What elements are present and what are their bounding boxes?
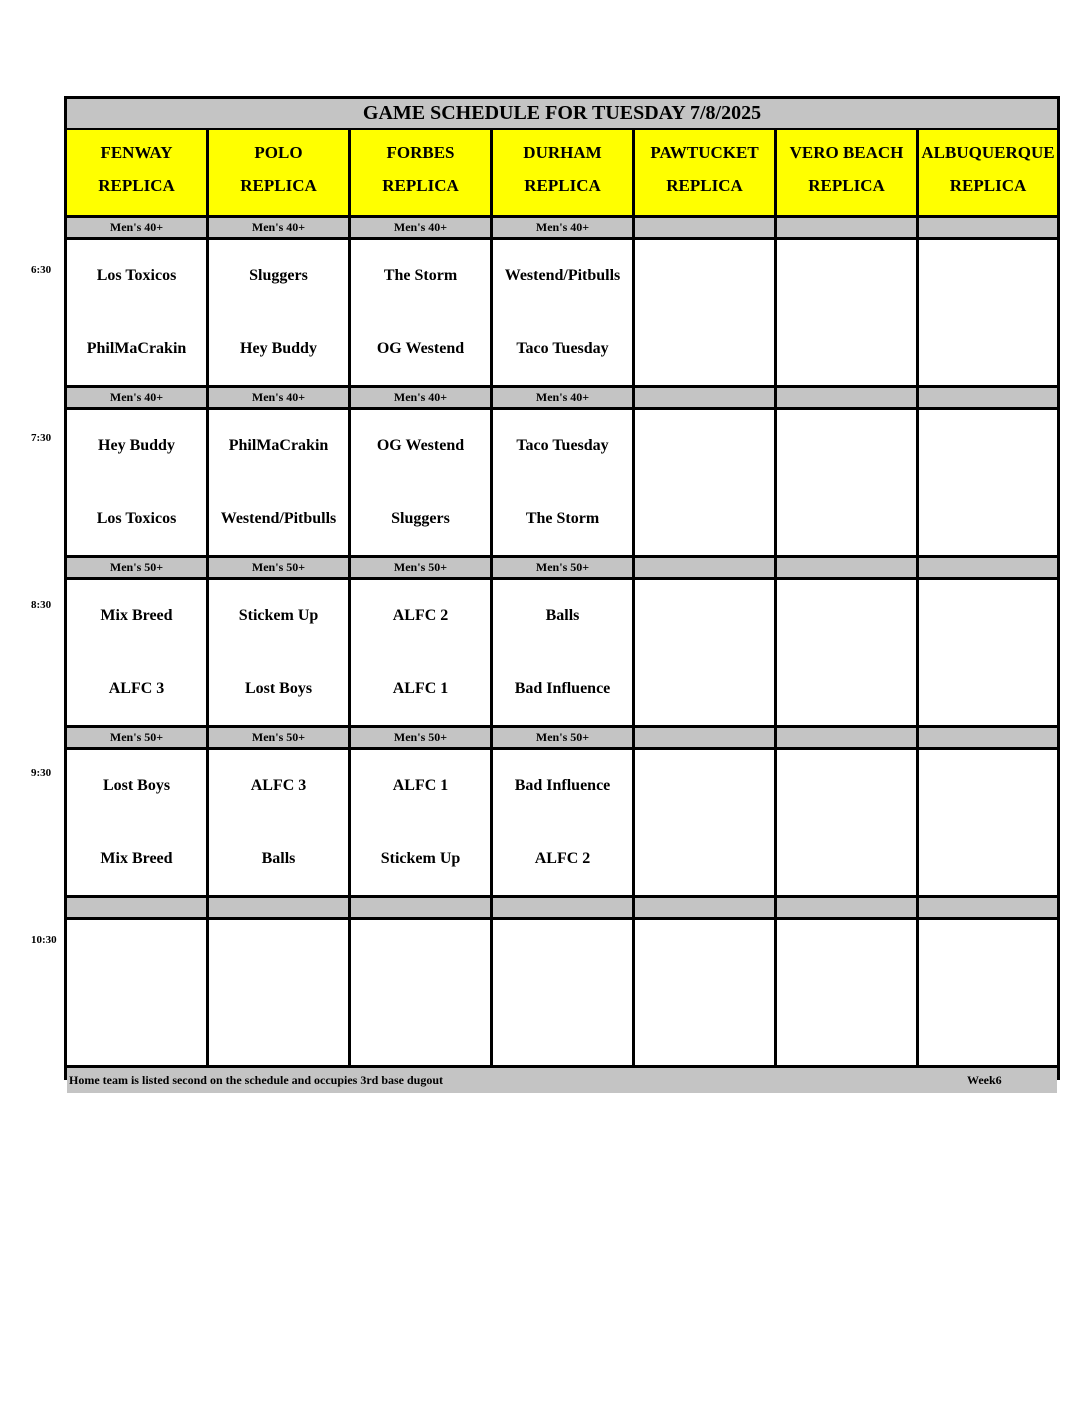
field-header-row xyxy=(67,130,1057,218)
division-label: Men's 50+ xyxy=(351,728,493,747)
game-cell xyxy=(209,920,351,1065)
home-team: Lost Boys xyxy=(244,680,313,697)
home-team: Hey Buddy xyxy=(240,340,317,357)
division-label xyxy=(919,388,1057,407)
game-cell xyxy=(67,410,209,555)
division-label xyxy=(67,898,209,917)
home-team: Mix Breed xyxy=(100,850,173,867)
game-cell xyxy=(919,580,1057,725)
away-team: Mix Breed xyxy=(100,607,173,624)
division-label xyxy=(919,728,1057,747)
field-subtitle: REPLICA xyxy=(382,176,459,195)
division-label: Men's 50+ xyxy=(351,558,493,577)
division-label: Men's 50+ xyxy=(67,728,209,747)
game-cell xyxy=(493,920,635,1065)
home-team: ALFC 3 xyxy=(108,680,165,697)
field-subtitle: REPLICA xyxy=(949,176,1027,195)
time-label-9-30: 9:30 xyxy=(31,767,52,779)
field-subtitle: REPLICA xyxy=(666,176,743,195)
game-cell xyxy=(351,580,493,725)
division-label xyxy=(209,898,351,917)
field-subtitle: REPLICA xyxy=(240,176,317,195)
schedule-title: GAME SCHEDULE FOR TUESDAY 7/8/2025 xyxy=(67,99,1057,130)
time-label-10-30: 10:30 xyxy=(31,934,57,946)
field-name: FORBES xyxy=(386,143,455,162)
division-label: Men's 40+ xyxy=(351,388,493,407)
game-cell xyxy=(635,920,777,1065)
game-cell xyxy=(635,410,777,555)
away-team: OG Westend xyxy=(376,437,465,454)
division-label xyxy=(635,898,777,917)
division-label xyxy=(777,388,919,407)
schedule-table xyxy=(64,96,1060,1087)
game-cell xyxy=(635,750,777,895)
game-row xyxy=(67,750,1057,898)
division-label xyxy=(919,558,1057,577)
division-label: Men's 50+ xyxy=(67,558,209,577)
home-team: ALFC 2 xyxy=(534,850,591,867)
away-team: Hey Buddy xyxy=(98,437,175,454)
away-team: The Storm xyxy=(383,267,458,284)
game-cell xyxy=(777,750,919,895)
game-row xyxy=(67,920,1057,1068)
time-label-7-30: 7:30 xyxy=(31,432,52,444)
game-cell xyxy=(67,750,209,895)
away-team: Lost Boys xyxy=(102,777,171,794)
game-cell xyxy=(493,410,635,555)
game-cell xyxy=(777,920,919,1065)
home-team: Balls xyxy=(261,850,296,867)
field-header xyxy=(209,130,351,215)
division-label xyxy=(635,728,777,747)
game-cell xyxy=(777,410,919,555)
home-team: Sluggers xyxy=(391,510,450,527)
division-label xyxy=(919,218,1057,237)
division-label: Men's 50+ xyxy=(209,728,351,747)
division-label xyxy=(493,898,635,917)
game-cell xyxy=(351,750,493,895)
week-label: Week6 xyxy=(967,1073,1002,1087)
footer-note: Home team is listed second on the schedule and occupies 3rd base dugout xyxy=(69,1073,444,1087)
division-row xyxy=(67,218,1057,240)
division-label: Men's 40+ xyxy=(67,218,209,237)
home-team: PhilMaCrakin xyxy=(86,340,187,357)
division-label: Men's 50+ xyxy=(493,558,635,577)
field-name: POLO xyxy=(254,143,303,162)
game-cell xyxy=(919,750,1057,895)
home-team: ALFC 1 xyxy=(392,680,449,697)
away-team: Westend/Pitbulls xyxy=(504,267,621,284)
field-name: VERO BEACH xyxy=(789,143,904,162)
field-header xyxy=(351,130,493,215)
game-cell xyxy=(351,410,493,555)
game-cell xyxy=(919,920,1057,1065)
home-team: Stickem Up xyxy=(380,850,461,867)
game-row xyxy=(67,580,1057,728)
footer-bar xyxy=(67,1068,1057,1093)
game-cell xyxy=(493,750,635,895)
division-label: Men's 40+ xyxy=(67,388,209,407)
division-label xyxy=(777,558,919,577)
division-label xyxy=(635,558,777,577)
home-team: Bad Influence xyxy=(514,680,611,697)
away-team: Sluggers xyxy=(249,267,308,284)
game-cell xyxy=(209,240,351,385)
game-cell xyxy=(493,580,635,725)
game-cell xyxy=(919,240,1057,385)
division-label: Men's 50+ xyxy=(493,728,635,747)
game-cell xyxy=(351,240,493,385)
away-team: Los Toxicos xyxy=(96,267,177,284)
division-row xyxy=(67,558,1057,580)
division-row xyxy=(67,898,1057,920)
away-team: Stickem Up xyxy=(238,607,319,624)
division-label: Men's 40+ xyxy=(209,218,351,237)
game-cell xyxy=(635,580,777,725)
away-team: PhilMaCrakin xyxy=(228,437,329,454)
away-team: Balls xyxy=(545,607,580,624)
away-team: ALFC 2 xyxy=(392,607,449,624)
division-row xyxy=(67,388,1057,410)
division-label xyxy=(635,388,777,407)
game-cell xyxy=(209,750,351,895)
game-cell xyxy=(67,920,209,1065)
field-subtitle: REPLICA xyxy=(98,176,175,195)
game-cell xyxy=(67,580,209,725)
division-label: Men's 40+ xyxy=(493,218,635,237)
field-name: DURHAM xyxy=(523,143,602,162)
field-name: PAWTUCKET xyxy=(650,143,759,162)
away-team: Taco Tuesday xyxy=(516,437,609,454)
division-label xyxy=(777,898,919,917)
away-team: Bad Influence xyxy=(514,777,611,794)
game-row xyxy=(67,410,1057,558)
game-cell xyxy=(351,920,493,1065)
field-header xyxy=(777,130,919,215)
field-subtitle: REPLICA xyxy=(524,176,601,195)
home-team: The Storm xyxy=(525,510,600,527)
field-header xyxy=(919,130,1057,215)
division-row xyxy=(67,728,1057,750)
division-label: Men's 40+ xyxy=(209,388,351,407)
game-row xyxy=(67,240,1057,388)
division-label: Men's 50+ xyxy=(209,558,351,577)
home-team: OG Westend xyxy=(376,340,465,357)
away-team: ALFC 1 xyxy=(392,777,449,794)
game-cell xyxy=(493,240,635,385)
field-header xyxy=(493,130,635,215)
game-cell xyxy=(635,240,777,385)
division-label xyxy=(777,218,919,237)
field-header xyxy=(635,130,777,215)
home-team: Taco Tuesday xyxy=(516,340,609,357)
time-slots xyxy=(67,218,1057,1068)
time-label-6-30: 6:30 xyxy=(31,264,52,276)
game-cell xyxy=(209,410,351,555)
field-name: FENWAY xyxy=(100,143,173,162)
division-label: Men's 40+ xyxy=(493,388,635,407)
home-team: Westend/Pitbulls xyxy=(220,510,337,527)
game-cell xyxy=(777,240,919,385)
division-label xyxy=(919,898,1057,917)
game-cell xyxy=(919,410,1057,555)
field-subtitle: REPLICA xyxy=(808,176,885,195)
game-cell xyxy=(209,580,351,725)
field-name: ALBUQUERQUE xyxy=(921,143,1055,162)
field-header xyxy=(67,130,209,215)
time-label-8-30: 8:30 xyxy=(31,599,52,611)
home-team: Los Toxicos xyxy=(96,510,177,527)
division-label: Men's 40+ xyxy=(351,218,493,237)
away-team: ALFC 3 xyxy=(250,777,307,794)
division-label xyxy=(351,898,493,917)
game-cell xyxy=(67,240,209,385)
division-label xyxy=(777,728,919,747)
division-label xyxy=(635,218,777,237)
game-cell xyxy=(777,580,919,725)
